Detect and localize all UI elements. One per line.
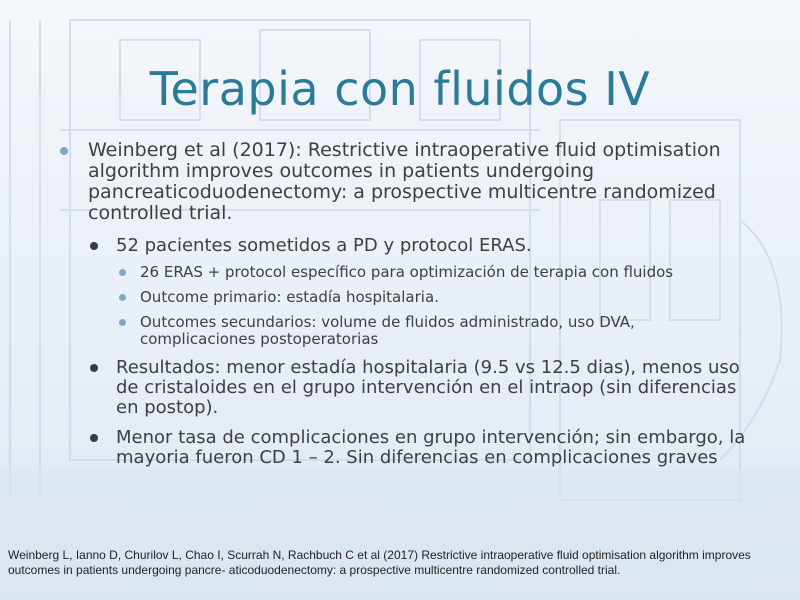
sub-bullet-item xyxy=(88,428,750,468)
bullet-dot-icon xyxy=(90,434,98,442)
sub-bullet-item xyxy=(88,358,750,418)
sub-bullet-item xyxy=(88,236,750,348)
bullet-dot-icon xyxy=(119,294,126,301)
bullet-dot-icon xyxy=(60,147,68,155)
sub-sub-bullet-item xyxy=(116,264,750,281)
bullet-dot-icon xyxy=(90,242,98,250)
slide-content xyxy=(60,140,750,478)
sub-sub-bullet-text: 26 ERAS + protocol específico para optimización de terapia con fluidos xyxy=(140,263,674,281)
bullet-list xyxy=(60,140,750,468)
sub-bullet-text: Menor tasa de complicaciones en grupo intervención; sin embargo, la mayoria fueron CD 1 – 2. Sin diferencias en complicaciones graves xyxy=(116,427,746,468)
sub-sub-bullet-item xyxy=(116,289,750,306)
bullet-dot-icon xyxy=(119,269,126,276)
sub-bullet-list xyxy=(88,236,750,468)
bullet-item xyxy=(60,140,750,468)
sub-sub-bullet-list xyxy=(116,264,750,348)
sub-sub-bullet-text: Outcome primario: estadía hospitalaria. xyxy=(140,288,439,306)
sub-sub-bullet-text: Outcomes secundarios: volume de fluidos administrado, uso DVA, complicaciones postoperatorias xyxy=(140,313,635,348)
sub-bullet-text: Resultados: menor estadía hospitalaria (9.5 vs 12.5 dias), menos uso de cristaloides en el grupo intervención en el intraop (sin diferencias en postop). xyxy=(116,357,740,418)
bullet-dot-icon xyxy=(90,364,98,372)
sub-bullet-text: 52 pacientes sometidos a PD y protocol ERAS. xyxy=(116,235,532,256)
citation-footer: Weinberg L, Ianno D, Churilov L, Chao I, Scurrah N, Rachbuch C et al (2017) Restrictive intraoperative fluid optimisation algorithm improves outcomes in patients undergoing pancre- aticoduodenectomy: a prospective multicentre randomized controlled trial. xyxy=(8,548,751,577)
sub-sub-bullet-item xyxy=(116,314,750,348)
bullet-text: Weinberg et al (2017): Restrictive intraoperative fluid optimisation algorithm improves outcomes in patients undergoing pancreaticoduodenectomy: a prospective multicentre randomized controlled trial. xyxy=(88,139,721,224)
bullet-dot-icon xyxy=(119,319,126,326)
slide-title: Terapia con fluidos IV xyxy=(149,62,651,116)
